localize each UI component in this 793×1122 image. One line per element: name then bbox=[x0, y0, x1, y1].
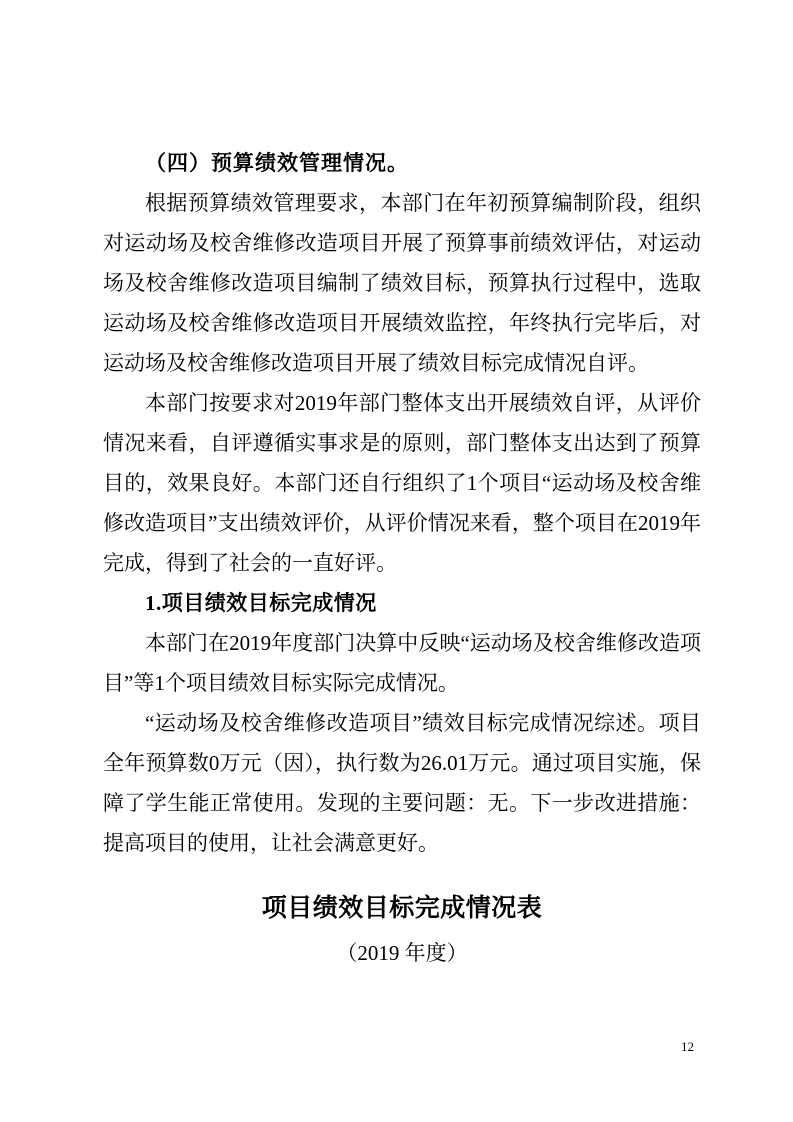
table-title: 项目绩效目标完成情况表 bbox=[261, 894, 543, 922]
paragraph-project-summary: “运动场及校舍维修改造项目”绩效目标完成情况综述。项目全年预算数0万元（因），执行数为26.01万元。通过项目实施，保障了学生能正常使用。发现的主要问题：无。下一步改进措施：提高项目的使用，让社会满意更好。 bbox=[103, 711, 701, 855]
table-subtitle-year: （2019 年度） bbox=[336, 941, 468, 965]
section-heading: （四）预算绩效管理情况。 bbox=[145, 151, 409, 175]
paragraph-final-accounts: 本部门在2019年度部门决算中反映“运动场及校舍维修改造项目”等1个项目绩效目标实际完成情况。 bbox=[103, 631, 701, 695]
document-body bbox=[103, 143, 701, 973]
paragraph-self-evaluation: 本部门按要求对2019年部门整体支出开展绩效自评，从评价情况来看，自评遵循实事求是的原则，部门整体支出达到了预算目的，效果良好。本部门还自行组织了1个项目“运动场及校舍维修改造项目”支出绩效评价，从评价情况来看，整个项目在2019年完成，得到了社会的一直好评。 bbox=[103, 391, 701, 575]
paragraph-budget-performance: 根据预算绩效管理要求，本部门在年初预算编制阶段，组织对运动场及校舍维修改造项目开展了预算事前绩效评估，对运动场及校舍维修改造项目编制了绩效目标，预算执行过程中，选取运动场及校舍维修改造项目开展绩效监控，年终执行完毕后，对运动场及校舍维修改造项目开展了绩效目标完成情况自评。 bbox=[103, 191, 701, 375]
page-number: 12 bbox=[681, 1039, 694, 1054]
subsection-heading: 1.项目绩效目标完成情况 bbox=[145, 591, 377, 615]
